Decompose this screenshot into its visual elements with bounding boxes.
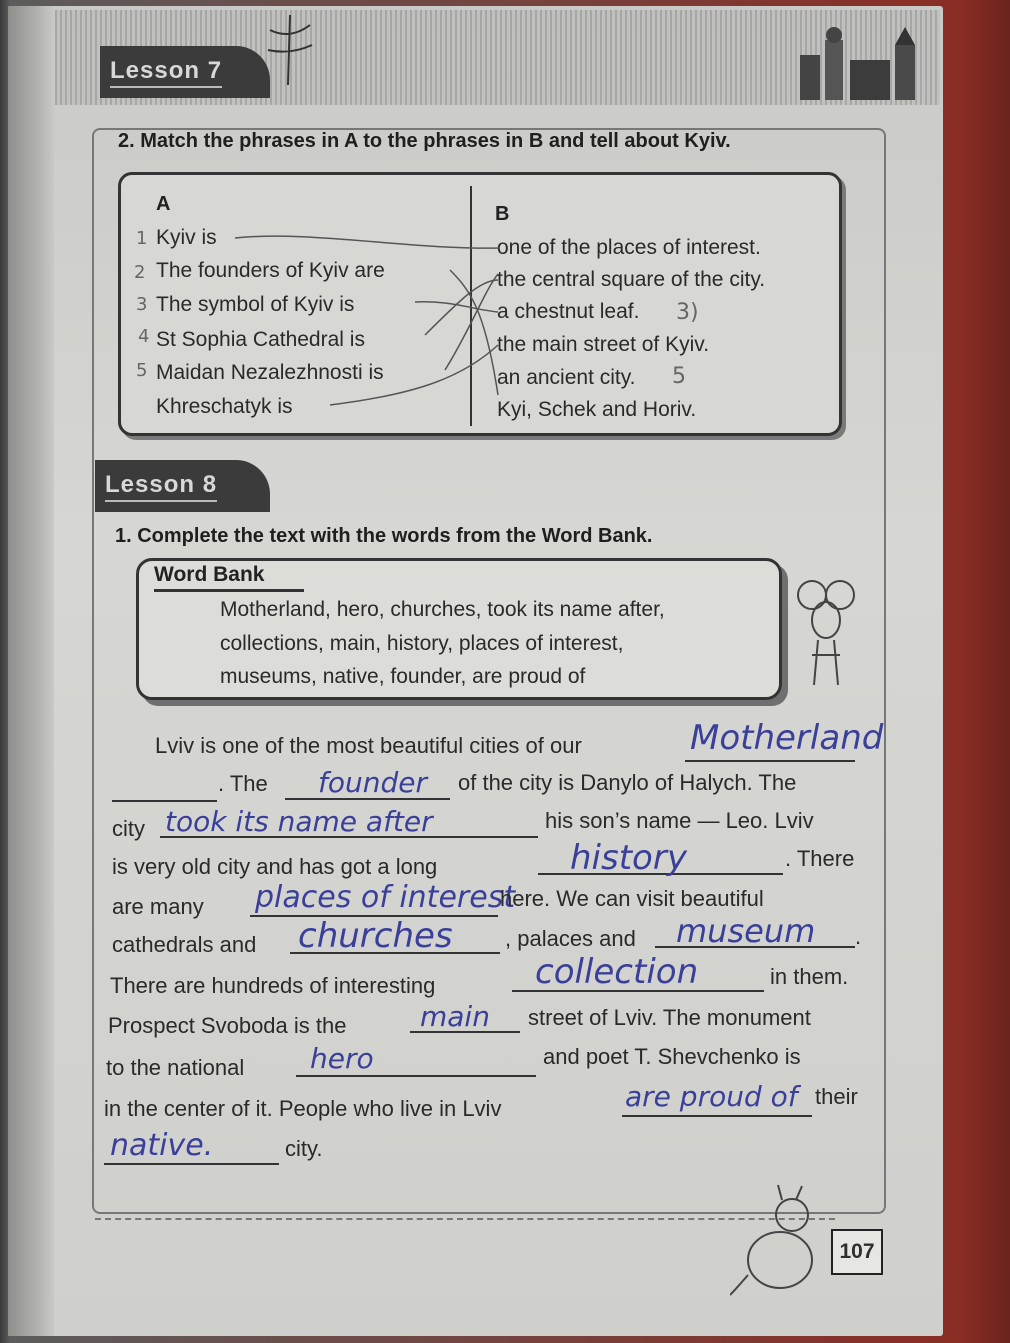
column-b-heading: B	[495, 203, 510, 225]
lesson-8-task-title: 1. Complete the text with the words from the Word Bank.	[115, 525, 653, 547]
pencil-number-3: 3	[136, 294, 148, 315]
text-line-4a: is very old city and has got a long	[112, 854, 438, 879]
text-line-9b: and poet T. Shevchenko is	[543, 1044, 801, 1069]
answer-main: main	[420, 1000, 490, 1033]
phrase-a-6: Khreschatyk is	[156, 395, 293, 418]
word-bank-title: Word Bank	[154, 563, 304, 592]
answer-motherland: Motherland	[690, 718, 884, 758]
text-line-3a: city	[112, 816, 145, 841]
lesson-8-tab	[95, 460, 270, 512]
text-line-2a: . The	[218, 771, 268, 796]
text-line-1: Lviv is one of the most beautiful cities of our	[155, 733, 582, 758]
text-line-6b: , palaces and	[505, 926, 636, 951]
pencil-number-1: 1	[136, 228, 148, 249]
lesson-7-label: Lesson 7	[110, 57, 222, 88]
text-line-3b: his son’s name — Leo. Lviv	[545, 808, 814, 833]
text-line-5a: are many	[112, 894, 204, 919]
mouse-illustration-icon	[792, 575, 862, 705]
text-line-7a: There are hundreds of interesting	[110, 973, 436, 998]
text-line-2b: of the city is Danylo of Halych. The	[458, 770, 797, 795]
text-line-7b: in them.	[770, 964, 849, 989]
phrase-a-2: The founders of Kyiv are	[156, 259, 385, 282]
phrase-a-1: Kyiv is	[156, 226, 217, 249]
phrase-a-5: Maidan Nezalezhnosti is	[156, 361, 384, 384]
text-line-6c: .	[855, 924, 862, 949]
phrase-b-6: Kyi, Schek and Horiv.	[497, 398, 697, 421]
answer-history: history	[570, 838, 687, 878]
answer-took-its-name-after: took its name after	[165, 805, 433, 838]
lesson-8-label: Lesson 8	[105, 471, 217, 502]
word-bank-line-1: Motherland, hero, churches, took its name after,	[220, 598, 665, 621]
pencil-mark-b3: 3)	[676, 300, 699, 325]
text-line-11: city.	[285, 1136, 323, 1161]
text-line-10b: their	[815, 1084, 858, 1109]
answer-founder: founder	[318, 766, 427, 799]
pencil-mark-b5: 5	[672, 364, 686, 389]
blank-1[interactable]	[685, 760, 855, 762]
text-line-5b: here. We can visit beautiful	[500, 886, 764, 911]
answer-native: native.	[110, 1128, 214, 1163]
column-a-heading: A	[156, 193, 171, 215]
phrase-a-4: St Sophia Cathedral is	[156, 328, 365, 351]
pencil-number-5: 5	[136, 360, 148, 381]
word-bank-line-3: museums, native, founder, are proud of	[220, 665, 586, 688]
answer-churches: churches	[298, 916, 453, 956]
footer-divider	[95, 1218, 835, 1220]
answer-are-proud-of: are proud of	[625, 1080, 798, 1113]
lesson-7-task-title: 2. Match the phrases in A to the phrases in B and tell about Kyiv.	[118, 130, 731, 152]
kangaroo-illustration-icon	[730, 1180, 840, 1300]
text-line-8b: street of Lviv. The monument	[528, 1005, 811, 1030]
phrase-b-5: an ancient city.	[497, 366, 636, 389]
pencil-number-2: 2	[134, 262, 146, 283]
page-number: 107	[831, 1229, 883, 1275]
phrase-b-4: the main street of Kyiv.	[497, 333, 710, 356]
text-line-6a: cathedrals and	[112, 932, 257, 957]
answer-hero: hero	[310, 1042, 374, 1075]
phrase-b-1: one of the places of interest.	[497, 236, 761, 259]
text-line-8a: Prospect Svoboda is the	[108, 1013, 347, 1038]
word-bank-line-2: collections, main, history, places of interest,	[220, 632, 624, 655]
text-line-4b: . There	[785, 846, 855, 871]
answer-museum: museum	[676, 912, 816, 950]
phrase-b-2: the central square of the city.	[497, 268, 766, 291]
page-gutter	[8, 6, 54, 1336]
pencil-matching-lines	[230, 230, 510, 420]
lesson-7-tab	[100, 46, 270, 98]
blank-1-cont[interactable]	[112, 800, 217, 802]
phrase-b-3: a chestnut leaf.	[497, 300, 640, 323]
answer-collection: collection	[535, 952, 699, 992]
phrase-a-3: The symbol of Kyiv is	[156, 293, 355, 316]
blank-10[interactable]	[296, 1075, 536, 1077]
text-line-10a: in the center of it. People who live in Lviv	[104, 1096, 502, 1121]
city-skyline-illustration-icon	[790, 15, 940, 105]
pencil-number-4: 4	[138, 326, 150, 347]
answer-places-of-interest: places of interest	[255, 880, 516, 915]
blank-12[interactable]	[104, 1163, 279, 1165]
blank-11[interactable]	[622, 1115, 812, 1117]
text-line-9a: to the national	[106, 1055, 245, 1080]
